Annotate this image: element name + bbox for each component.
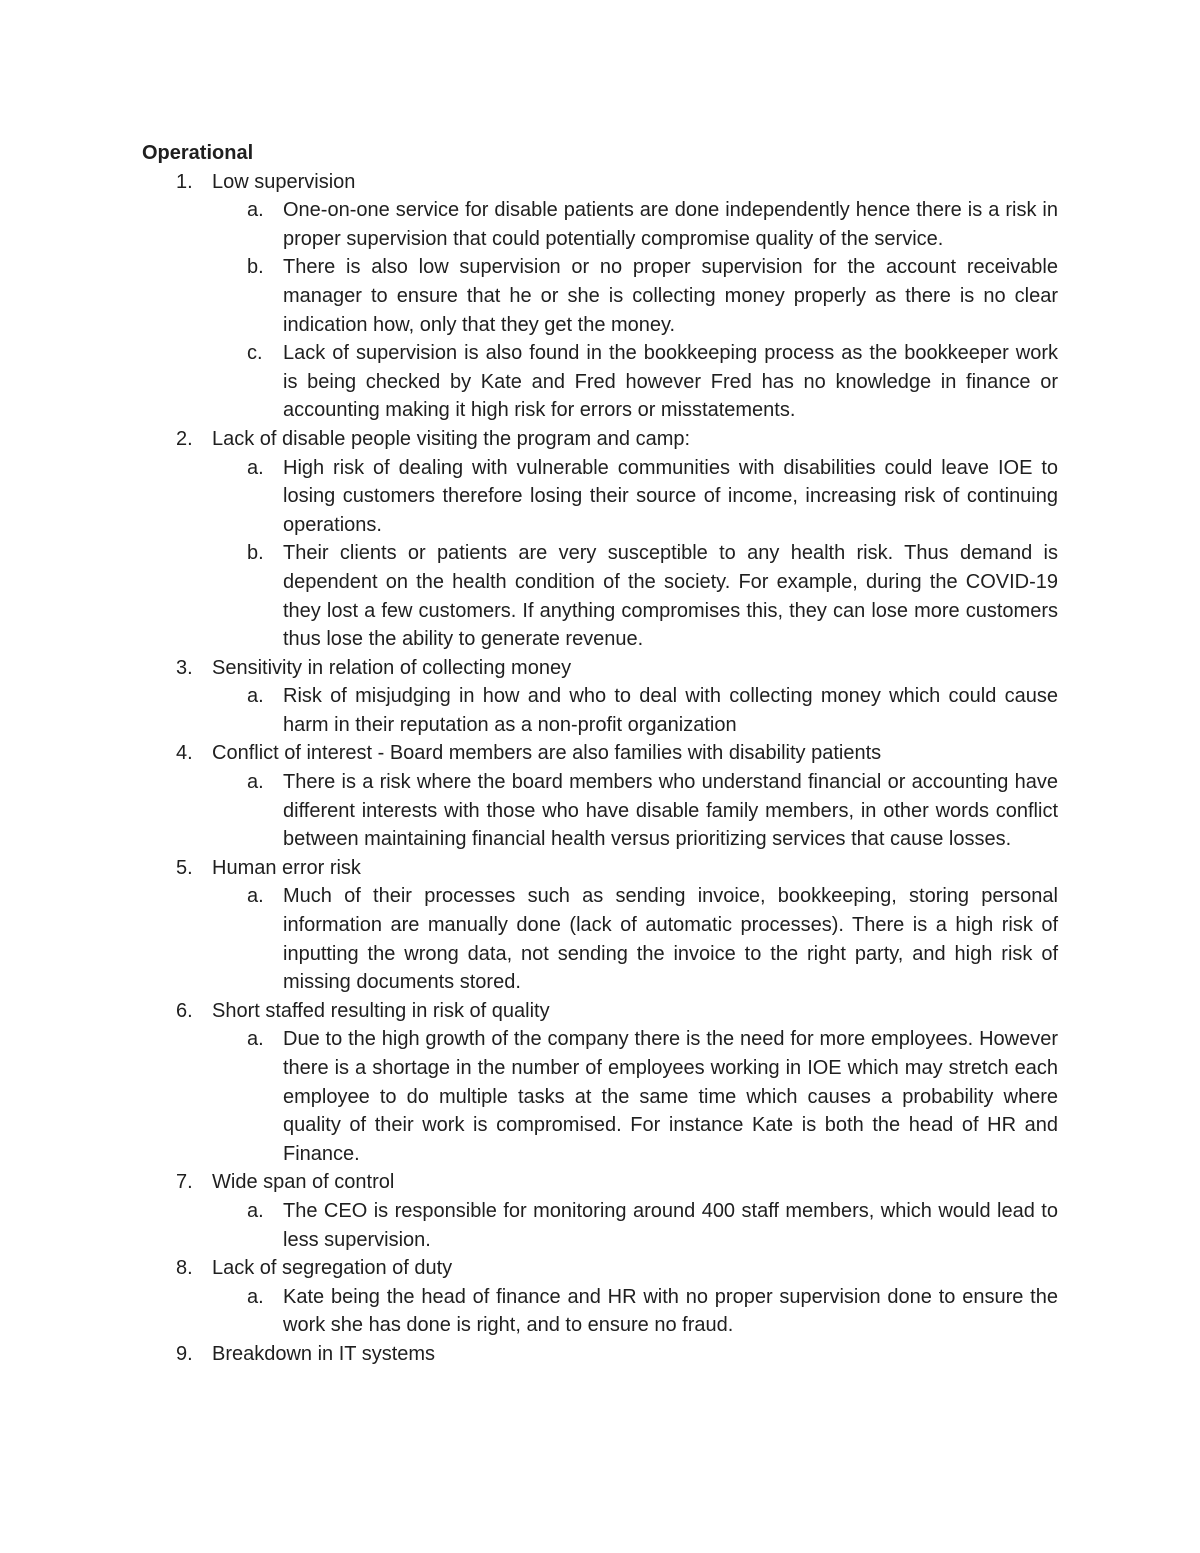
item-title: Human error risk (212, 856, 361, 879)
sub-item-letter: c. (247, 342, 263, 365)
sub-item-text: High risk of dealing with vulnerable communities with disabilities could leave IOE to losing customers therefore losing their source of income, increasing risk of continuing operations. (283, 456, 1058, 536)
risk-item (142, 654, 1058, 740)
sub-list (212, 882, 1058, 996)
item-title: Wide span of control (212, 1171, 395, 1194)
item-title: Conflict of interest - Board members are also families with disability patients (212, 742, 882, 765)
sub-item-text: Kate being the head of finance and HR with no proper supervision done to ensure the work she has done is right, and to ensure no fraud. (283, 1285, 1058, 1337)
sub-list (212, 682, 1058, 739)
item-title: Lack of disable people visiting the program and camp: (212, 427, 691, 450)
sub-item (212, 253, 1058, 339)
sub-list (212, 196, 1058, 425)
item-number: 1. (176, 170, 193, 193)
item-title: Low supervision (212, 170, 356, 193)
sub-list (212, 1283, 1058, 1340)
item-number: 4. (176, 742, 193, 765)
sub-list (212, 1025, 1058, 1168)
sub-item (212, 1025, 1058, 1168)
sub-item-letter: b. (247, 542, 264, 565)
sub-item-letter: b. (247, 256, 264, 279)
sub-item-letter: a. (247, 771, 264, 794)
sub-item-text: One-on-one service for disable patients are done independently hence there is a risk in proper supervision that could potentially compromise quality of the service. (283, 199, 1058, 250)
item-number: 2. (176, 427, 193, 450)
sub-item-text: Risk of misjudging in how and who to deal with collecting money which could cause harm in their reputation as a non-profit organization (283, 685, 1058, 736)
item-number: 5. (176, 856, 193, 879)
sub-item-text: Their clients or patients are very susceptible to any health risk. Thus demand is dependent on the health condition of the society. For example, during the COVID-19 they lost a few customers. If anything compromises this, they can lose more customers thus lose the ability to generate revenue. (283, 542, 1058, 651)
sub-list (212, 1197, 1058, 1254)
sub-item-letter: a. (247, 1199, 264, 1222)
item-title: Lack of segregation of duty (212, 1257, 453, 1280)
sub-item-text: There is a risk where the board members who understand financial or accounting have different interests with those who have disable family members, in other words conflict between maintaining financial health versus prioritizing services that cause losses. (283, 771, 1058, 851)
section-heading: Operational (142, 142, 254, 164)
sub-item (212, 339, 1058, 425)
item-number: 8. (176, 1257, 193, 1280)
sub-list (212, 768, 1058, 854)
risk-item (142, 425, 1058, 654)
sub-item (212, 768, 1058, 854)
sub-item-letter: a. (247, 1285, 264, 1308)
item-number: 6. (176, 999, 193, 1022)
sub-item-text: Much of their processes such as sending invoice, bookkeeping, storing personal information are manually done (lack of automatic processes). There is a high risk of inputting the wrong data, not sending the invoice to the right party, and high risk of missing documents stored. (283, 885, 1058, 994)
sub-item (212, 454, 1058, 540)
sub-item-text: There is also low supervision or no proper supervision for the account receivable manager to ensure that he or she is collecting money properly as there is no clear indication how, only that they get the money. (283, 256, 1058, 336)
risk-item (142, 1168, 1058, 1254)
item-number: 3. (176, 656, 193, 679)
risk-item (142, 1254, 1058, 1340)
risk-list (142, 168, 1058, 1369)
risk-item (142, 1340, 1058, 1369)
sub-item (212, 1283, 1058, 1340)
risk-item (142, 997, 1058, 1169)
sub-item-text: The CEO is responsible for monitoring around 400 staff members, which would lead to less supervision. (283, 1199, 1058, 1251)
sub-item-text: Lack of supervision is also found in the bookkeeping process as the bookkeeper work is being checked by Kate and Fred however Fred has no knowledge in finance or accounting making it high risk for errors or misstatements. (283, 342, 1058, 422)
document-body (142, 139, 1058, 1369)
item-number: 7. (176, 1171, 193, 1194)
sub-item (212, 682, 1058, 739)
sub-list (212, 454, 1058, 654)
risk-item (142, 168, 1058, 425)
sub-item-letter: a. (247, 456, 264, 479)
sub-item-letter: a. (247, 199, 264, 222)
sub-item-letter: a. (247, 885, 264, 908)
risk-item (142, 854, 1058, 997)
item-number: 9. (176, 1342, 193, 1365)
item-title: Sensitivity in relation of collecting money (212, 656, 572, 679)
sub-item-text: Due to the high growth of the company there is the need for more employees. However there is a shortage in the number of employees working in IOE which may stretch each employee to do multiple tasks at the same time which causes a probability where quality of their work is compromised. For instance Kate is both the head of HR and Finance. (283, 1028, 1058, 1165)
sub-item (212, 882, 1058, 996)
sub-item (212, 196, 1058, 253)
sub-item-letter: a. (247, 685, 264, 708)
sub-item (212, 1197, 1058, 1254)
sub-item-letter: a. (247, 1028, 264, 1051)
item-title: Short staffed resulting in risk of quality (212, 999, 550, 1022)
risk-item (142, 739, 1058, 853)
item-title: Breakdown in IT systems (212, 1342, 436, 1365)
sub-item (212, 539, 1058, 653)
